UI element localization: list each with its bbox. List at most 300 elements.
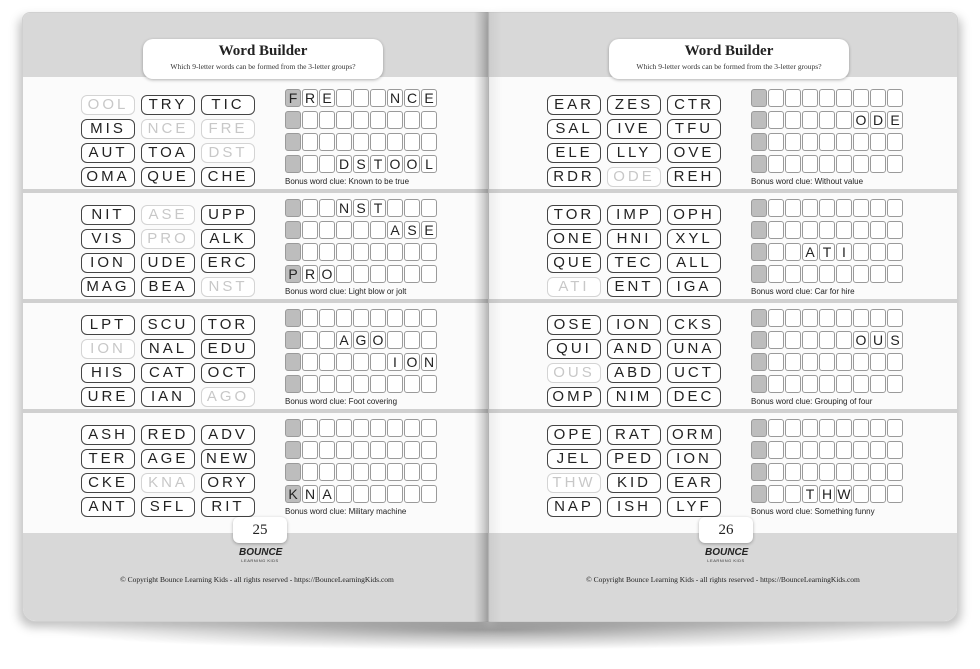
answer-cell[interactable]: [302, 199, 318, 217]
answer-cell[interactable]: [421, 111, 437, 129]
answer-cell[interactable]: R: [302, 265, 318, 283]
answer-cell[interactable]: [836, 441, 852, 459]
answer-cell[interactable]: [387, 133, 403, 151]
answer-cell[interactable]: [887, 265, 903, 283]
answer-cell[interactable]: F: [285, 89, 301, 107]
answer-cell[interactable]: [853, 309, 869, 327]
answer-cell[interactable]: [870, 199, 886, 217]
answer-cell[interactable]: [751, 243, 767, 261]
answer-cell[interactable]: [421, 485, 437, 503]
answer-cell[interactable]: [836, 309, 852, 327]
answer-cell[interactable]: [404, 199, 420, 217]
answer-cell[interactable]: [370, 133, 386, 151]
answer-cell[interactable]: C: [404, 89, 420, 107]
answer-cell[interactable]: [887, 441, 903, 459]
answer-cell[interactable]: E: [319, 89, 335, 107]
answer-cell[interactable]: [870, 155, 886, 173]
answer-cell[interactable]: [853, 155, 869, 173]
answer-cell[interactable]: [387, 199, 403, 217]
answer-cell[interactable]: [751, 463, 767, 481]
answer-cell[interactable]: [353, 265, 369, 283]
answer-cell[interactable]: [302, 353, 318, 371]
answer-cell[interactable]: [870, 265, 886, 283]
answer-cell[interactable]: [785, 463, 801, 481]
answer-cell[interactable]: [751, 375, 767, 393]
copyright-text: © Copyright Bounce Learning Kids - all rights reserved - https://BounceLearningKids.com: [586, 575, 860, 584]
answer-cell[interactable]: [319, 243, 335, 261]
answer-cell[interactable]: S: [404, 221, 420, 239]
answer-cell[interactable]: [387, 375, 403, 393]
answer-cell[interactable]: O: [370, 331, 386, 349]
answer-cell[interactable]: [387, 419, 403, 437]
answer-cell[interactable]: [421, 463, 437, 481]
answer-cell[interactable]: [836, 89, 852, 107]
answer-cell[interactable]: [785, 331, 801, 349]
page-right: [488, 12, 958, 622]
answer-cell[interactable]: [319, 309, 335, 327]
answer-cell[interactable]: [387, 485, 403, 503]
answer-cell[interactable]: [353, 111, 369, 129]
answer-cell[interactable]: [887, 221, 903, 239]
answer-cell[interactable]: S: [353, 199, 369, 217]
answer-cell[interactable]: [887, 419, 903, 437]
answer-cell[interactable]: [802, 265, 818, 283]
answer-cell[interactable]: [853, 375, 869, 393]
answer-cell[interactable]: [370, 89, 386, 107]
answer-cell[interactable]: [802, 441, 818, 459]
answer-cell[interactable]: [785, 199, 801, 217]
answer-cell[interactable]: [887, 375, 903, 393]
answer-cell[interactable]: [751, 419, 767, 437]
answer-cell[interactable]: O: [387, 155, 403, 173]
answer-cell[interactable]: H: [819, 485, 835, 503]
answer-cell[interactable]: [785, 309, 801, 327]
answer-cell[interactable]: [819, 353, 835, 371]
answer-cell[interactable]: [302, 221, 318, 239]
answer-cell[interactable]: A: [336, 331, 352, 349]
answer-cell[interactable]: [353, 375, 369, 393]
answer-cell[interactable]: N: [302, 485, 318, 503]
answer-cell[interactable]: [785, 353, 801, 371]
answer-cell[interactable]: K: [285, 485, 301, 503]
answer-cell[interactable]: [768, 243, 784, 261]
answer-cell[interactable]: [353, 463, 369, 481]
answer-cell[interactable]: [853, 441, 869, 459]
answer-cell[interactable]: T: [819, 243, 835, 261]
answer-row: [285, 133, 438, 153]
answer-cell[interactable]: [768, 463, 784, 481]
answer-cell[interactable]: [370, 419, 386, 437]
answer-cell[interactable]: [819, 463, 835, 481]
answer-cell[interactable]: [785, 111, 801, 129]
answer-cell[interactable]: I: [836, 243, 852, 261]
answer-cell[interactable]: [319, 199, 335, 217]
answer-cell[interactable]: [319, 331, 335, 349]
answer-cell[interactable]: [387, 243, 403, 261]
answer-cell[interactable]: [336, 309, 352, 327]
answer-cell[interactable]: [768, 155, 784, 173]
answer-cell[interactable]: [370, 111, 386, 129]
answer-cell[interactable]: [870, 463, 886, 481]
answer-cell[interactable]: [404, 133, 420, 151]
answer-cell[interactable]: [751, 199, 767, 217]
answer-cell[interactable]: [319, 441, 335, 459]
answer-cell[interactable]: [285, 375, 301, 393]
answer-cell[interactable]: [353, 441, 369, 459]
answer-cell[interactable]: [785, 155, 801, 173]
answer-cell[interactable]: [302, 111, 318, 129]
letter-tile: PED: [607, 449, 661, 469]
answer-cell[interactable]: [336, 441, 352, 459]
answer-cell[interactable]: [421, 419, 437, 437]
answer-cell[interactable]: [404, 309, 420, 327]
answer-cell[interactable]: [285, 331, 301, 349]
answer-cell[interactable]: [319, 419, 335, 437]
answer-cell[interactable]: S: [353, 155, 369, 173]
answer-cell[interactable]: [853, 133, 869, 151]
answer-cell[interactable]: [751, 133, 767, 151]
answer-grid: [285, 199, 438, 287]
answer-cell[interactable]: [421, 133, 437, 151]
answer-cell[interactable]: [336, 133, 352, 151]
answer-cell[interactable]: [421, 199, 437, 217]
answer-cell[interactable]: [802, 419, 818, 437]
answer-cell[interactable]: [751, 155, 767, 173]
answer-cell[interactable]: [336, 485, 352, 503]
answer-cell[interactable]: [887, 309, 903, 327]
answer-cell[interactable]: [836, 353, 852, 371]
answer-cell[interactable]: E: [887, 111, 903, 129]
answer-cell[interactable]: [404, 265, 420, 283]
answer-cell[interactable]: [353, 133, 369, 151]
answer-cell[interactable]: T: [370, 199, 386, 217]
answer-cell[interactable]: [802, 199, 818, 217]
answer-cell[interactable]: [370, 375, 386, 393]
answer-cell[interactable]: [421, 331, 437, 349]
answer-cell[interactable]: O: [853, 331, 869, 349]
answer-cell[interactable]: [819, 111, 835, 129]
answer-cell[interactable]: [870, 221, 886, 239]
answer-cell[interactable]: [353, 89, 369, 107]
answer-cell[interactable]: [285, 221, 301, 239]
answer-cell[interactable]: [853, 221, 869, 239]
answer-cell[interactable]: [802, 331, 818, 349]
answer-cell[interactable]: [353, 309, 369, 327]
answer-cell[interactable]: [819, 441, 835, 459]
answer-cell[interactable]: [802, 353, 818, 371]
answer-cell[interactable]: [887, 353, 903, 371]
answer-cell[interactable]: [751, 485, 767, 503]
answer-cell[interactable]: [370, 353, 386, 371]
answer-cell[interactable]: [887, 155, 903, 173]
answer-cell[interactable]: [785, 441, 801, 459]
answer-cell[interactable]: [785, 375, 801, 393]
answer-cell[interactable]: [387, 331, 403, 349]
answer-cell[interactable]: N: [421, 353, 437, 371]
answer-cell[interactable]: [836, 155, 852, 173]
answer-cell[interactable]: [387, 463, 403, 481]
answer-cell[interactable]: [887, 89, 903, 107]
answer-cell[interactable]: [353, 485, 369, 503]
answer-cell[interactable]: [319, 155, 335, 173]
answer-cell[interactable]: [387, 309, 403, 327]
answer-cell[interactable]: [751, 111, 767, 129]
answer-cell[interactable]: [751, 89, 767, 107]
answer-cell[interactable]: [285, 419, 301, 437]
answer-cell[interactable]: [785, 265, 801, 283]
answer-cell[interactable]: G: [353, 331, 369, 349]
answer-cell[interactable]: [836, 419, 852, 437]
answer-cell[interactable]: R: [302, 89, 318, 107]
answer-cell[interactable]: [785, 89, 801, 107]
answer-cell[interactable]: [319, 353, 335, 371]
answer-cell[interactable]: [836, 265, 852, 283]
answer-cell[interactable]: [285, 309, 301, 327]
answer-cell[interactable]: [421, 375, 437, 393]
answer-cell[interactable]: [302, 309, 318, 327]
answer-cell[interactable]: D: [336, 155, 352, 173]
answer-cell[interactable]: [751, 441, 767, 459]
answer-cell[interactable]: [768, 485, 784, 503]
answer-cell[interactable]: [421, 265, 437, 283]
answer-cell[interactable]: [319, 463, 335, 481]
answer-cell[interactable]: [853, 419, 869, 437]
answer-cell[interactable]: [819, 419, 835, 437]
answer-cell[interactable]: [768, 89, 784, 107]
answer-cell[interactable]: L: [421, 155, 437, 173]
answer-cell[interactable]: [285, 463, 301, 481]
answer-cell[interactable]: [819, 375, 835, 393]
answer-cell[interactable]: [836, 331, 852, 349]
answer-cell[interactable]: [404, 375, 420, 393]
answer-cell[interactable]: [421, 441, 437, 459]
answer-cell[interactable]: [870, 89, 886, 107]
answer-cell[interactable]: [785, 133, 801, 151]
answer-cell[interactable]: [853, 89, 869, 107]
answer-cell[interactable]: [785, 243, 801, 261]
answer-cell[interactable]: [836, 463, 852, 481]
answer-cell[interactable]: [819, 265, 835, 283]
answer-cell[interactable]: [285, 441, 301, 459]
answer-cell[interactable]: [819, 133, 835, 151]
answer-cell[interactable]: [336, 419, 352, 437]
answer-cell[interactable]: [768, 133, 784, 151]
answer-cell[interactable]: E: [421, 89, 437, 107]
answer-cell[interactable]: [887, 485, 903, 503]
answer-cell[interactable]: [768, 221, 784, 239]
answer-cell[interactable]: [751, 221, 767, 239]
answer-cell[interactable]: [336, 89, 352, 107]
answer-cell[interactable]: [319, 221, 335, 239]
answer-cell[interactable]: [887, 133, 903, 151]
answer-cell[interactable]: [819, 199, 835, 217]
answer-cell[interactable]: [302, 375, 318, 393]
answer-cell[interactable]: [751, 331, 767, 349]
answer-cell[interactable]: [387, 441, 403, 459]
answer-cell[interactable]: [751, 265, 767, 283]
answer-cell[interactable]: [836, 111, 852, 129]
answer-cell[interactable]: [853, 265, 869, 283]
answer-cell[interactable]: [768, 353, 784, 371]
answer-cell[interactable]: [370, 243, 386, 261]
answer-cell[interactable]: T: [370, 155, 386, 173]
answer-cell[interactable]: [387, 111, 403, 129]
answer-cell[interactable]: O: [404, 353, 420, 371]
answer-cell[interactable]: [802, 89, 818, 107]
answer-cell[interactable]: O: [404, 155, 420, 173]
letter-tile: RED: [141, 425, 195, 445]
answer-cell[interactable]: [319, 375, 335, 393]
answer-cell[interactable]: [404, 463, 420, 481]
answer-cell[interactable]: W: [837, 486, 851, 502]
answer-cell[interactable]: [370, 309, 386, 327]
answer-cell[interactable]: A: [387, 221, 403, 239]
answer-cell[interactable]: [370, 441, 386, 459]
answer-cell[interactable]: [768, 111, 784, 129]
answer-cell[interactable]: [751, 309, 767, 327]
answer-cell[interactable]: [285, 199, 301, 217]
answer-cell[interactable]: [404, 243, 420, 261]
answer-cell[interactable]: [785, 485, 801, 503]
answer-cell[interactable]: N: [336, 199, 352, 217]
tile-row: [81, 229, 261, 251]
answer-cell[interactable]: [836, 199, 852, 217]
answer-cell[interactable]: D: [870, 111, 886, 129]
answer-cell[interactable]: [819, 331, 835, 349]
answer-cell[interactable]: [785, 221, 801, 239]
answer-cell[interactable]: [302, 463, 318, 481]
answer-cell[interactable]: [768, 375, 784, 393]
answer-cell[interactable]: [421, 243, 437, 261]
answer-cell[interactable]: [285, 133, 301, 151]
answer-cell[interactable]: [353, 419, 369, 437]
letter-tile: DST: [201, 143, 255, 163]
answer-cell[interactable]: [836, 375, 852, 393]
answer-cell[interactable]: [768, 331, 784, 349]
answer-cell[interactable]: [285, 243, 301, 261]
answer-cell[interactable]: [870, 243, 886, 261]
answer-cell[interactable]: [404, 331, 420, 349]
answer-cell[interactable]: [887, 199, 903, 217]
answer-cell[interactable]: [336, 353, 352, 371]
answer-cell[interactable]: [353, 353, 369, 371]
answer-cell[interactable]: T: [802, 485, 818, 503]
answer-cell[interactable]: [370, 463, 386, 481]
answer-cell[interactable]: [404, 485, 420, 503]
answer-cell[interactable]: [887, 463, 903, 481]
answer-cell[interactable]: [302, 243, 318, 261]
answer-cell[interactable]: [421, 309, 437, 327]
answer-cell[interactable]: [819, 155, 835, 173]
answer-cell[interactable]: E: [421, 221, 437, 239]
answer-cell[interactable]: [870, 375, 886, 393]
answer-cell[interactable]: [404, 441, 420, 459]
answer-cell[interactable]: [285, 111, 301, 129]
answer-cell[interactable]: P: [285, 265, 301, 283]
answer-cell[interactable]: [819, 309, 835, 327]
answer-cell[interactable]: O: [319, 265, 335, 283]
answer-cell[interactable]: [336, 243, 352, 261]
answer-cell[interactable]: [802, 309, 818, 327]
answer-cell[interactable]: [319, 133, 335, 151]
answer-cell[interactable]: [302, 419, 318, 437]
answer-cell[interactable]: [387, 265, 403, 283]
answer-cell[interactable]: [336, 111, 352, 129]
letter-tile: OOL: [81, 95, 135, 115]
answer-cell[interactable]: [768, 419, 784, 437]
answer-cell[interactable]: [887, 243, 903, 261]
answer-cell[interactable]: [768, 309, 784, 327]
answer-cell[interactable]: [853, 463, 869, 481]
answer-cell[interactable]: A: [802, 243, 818, 261]
answer-cell[interactable]: [285, 353, 301, 371]
answer-cell[interactable]: S: [887, 331, 903, 349]
answer-cell[interactable]: [802, 133, 818, 151]
answer-cell[interactable]: [302, 133, 318, 151]
answer-cell[interactable]: [802, 463, 818, 481]
answer-cell[interactable]: [336, 221, 352, 239]
answer-cell[interactable]: [751, 353, 767, 371]
answer-cell[interactable]: [370, 265, 386, 283]
answer-cell[interactable]: [319, 111, 335, 129]
letter-tile: DEC: [667, 387, 721, 407]
answer-cell[interactable]: [302, 331, 318, 349]
answer-cell[interactable]: [853, 199, 869, 217]
answer-cell[interactable]: [285, 155, 301, 173]
answer-cell[interactable]: [853, 485, 869, 503]
answer-cell[interactable]: [404, 111, 420, 129]
answer-cell[interactable]: [870, 309, 886, 327]
answer-cell[interactable]: [870, 133, 886, 151]
answer-cell[interactable]: [870, 485, 886, 503]
answer-cell[interactable]: [853, 243, 869, 261]
answer-cell[interactable]: U: [870, 331, 886, 349]
answer-cell[interactable]: [836, 133, 852, 151]
answer-cell[interactable]: [836, 221, 852, 239]
answer-cell[interactable]: [870, 441, 886, 459]
answer-cell[interactable]: [802, 155, 818, 173]
answer-cell[interactable]: [370, 485, 386, 503]
answer-cell[interactable]: [802, 375, 818, 393]
answer-cell[interactable]: [336, 463, 352, 481]
answer-cell[interactable]: N: [387, 89, 403, 107]
answer-cell[interactable]: [768, 265, 784, 283]
answer-cell[interactable]: [785, 419, 801, 437]
answer-row: [285, 463, 438, 483]
answer-cell[interactable]: [353, 221, 369, 239]
answer-cell[interactable]: [870, 353, 886, 371]
answer-cell[interactable]: [768, 199, 784, 217]
answer-cell[interactable]: [768, 441, 784, 459]
answer-cell[interactable]: [302, 441, 318, 459]
letter-tile: ASE: [141, 205, 195, 225]
answer-cell[interactable]: A: [319, 485, 335, 503]
answer-cell[interactable]: [404, 419, 420, 437]
answer-cell[interactable]: [802, 221, 818, 239]
answer-cell[interactable]: [819, 221, 835, 239]
answer-cell[interactable]: [819, 89, 835, 107]
answer-cell[interactable]: O: [853, 111, 869, 129]
answer-cell[interactable]: [802, 111, 818, 129]
answer-cell[interactable]: [353, 243, 369, 261]
answer-cell[interactable]: [302, 155, 318, 173]
answer-cell[interactable]: [870, 419, 886, 437]
answer-cell[interactable]: [853, 353, 869, 371]
answer-cell[interactable]: [370, 221, 386, 239]
answer-cell[interactable]: I: [387, 353, 403, 371]
answer-cell[interactable]: [336, 265, 352, 283]
answer-cell[interactable]: [336, 375, 352, 393]
